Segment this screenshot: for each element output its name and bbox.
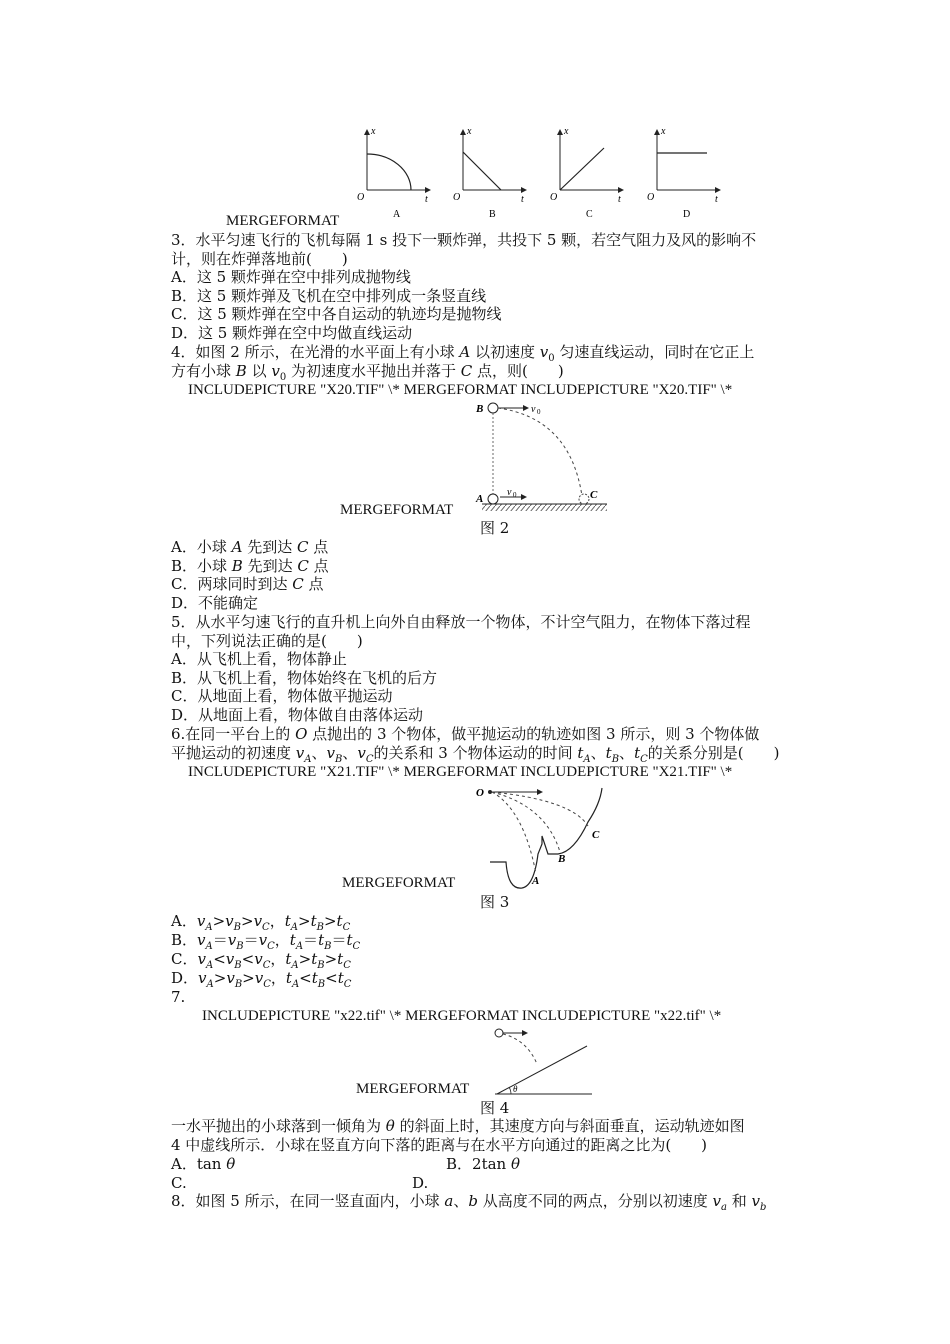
q6-option-c[interactable]: C．$v_A<v_B<v_C$，$t_A>t_B>t_C$ — [171, 950, 351, 971]
q7-option-b[interactable]: B．2tan θ — [446, 1155, 520, 1173]
label-v0-top: v — [531, 404, 536, 415]
axis-x-label: x — [661, 126, 666, 137]
label-c: C — [590, 489, 598, 501]
label-v0-top-sub: 0 — [537, 408, 541, 416]
q4-stem-line2: 方有小球 B 以 $v_0$ 为初速度水平抛出并落于 C 点，则( ) — [171, 362, 564, 383]
label-a: A — [476, 493, 484, 505]
q7-option-a[interactable]: A．tan θ — [171, 1155, 236, 1173]
graph-d — [647, 126, 720, 220]
q5-option-d[interactable]: D．从地面上看，物体做自由落体运动 — [171, 706, 424, 724]
axis-x-label: x — [371, 126, 376, 137]
q7-stem-line2: 4 中虚线所示．小球在竖直方向下落的距离与在水平方向通过的距离之比为( ) — [171, 1136, 708, 1154]
origin-label: O — [357, 192, 365, 203]
label-b: B — [558, 853, 566, 865]
q7-option-c[interactable]: C. — [171, 1174, 187, 1192]
label-v0-bottom-sub: 0 — [513, 491, 517, 499]
field-code-line: INCLUDEPICTURE "X21.TIF" \* MERGEFORMAT INCLUDEPICTURE "X21.TIF" \* — [188, 764, 733, 780]
axis-t-label: t — [425, 194, 428, 205]
axis-x-label: x — [467, 126, 472, 137]
figure-3-caption: 图 3 — [480, 893, 510, 911]
q3-option-c[interactable]: C．这 5 颗炸弹在空中各自运动的轨迹均是抛物线 — [171, 305, 502, 323]
origin-label: O — [453, 192, 461, 203]
figure-4-caption: 图 4 — [480, 1099, 510, 1117]
figure-3-diagram — [472, 782, 612, 894]
q5-option-c[interactable]: C．从地面上看，物体做平抛运动 — [171, 687, 393, 705]
q7-stem-line1: 一水平抛出的小球落到一倾角为 θ 的斜面上时，其速度方向与斜面垂直，运动轨迹如图 — [171, 1117, 745, 1135]
field-code-line: INCLUDEPICTURE "X20.TIF" \* MERGEFORMAT INCLUDEPICTURE "X20.TIF" \* — [188, 382, 733, 398]
label-v0-bottom: v — [507, 487, 512, 498]
panel-label-d: D — [683, 209, 691, 220]
q6-stem-line2: 平抛运动的初速度 $v_A$、$v_B$、$v_C$的关系和 3 个物体运动的时间 $t_A$、$t_B$、$t_C$的关系分别是( ) — [171, 744, 780, 765]
q4-option-c[interactable]: C．两球同时到达 C 点 — [171, 575, 324, 593]
q5-option-b[interactable]: B．从飞机上看，物体始终在飞机的后方 — [171, 669, 438, 687]
q3-option-a[interactable]: A．这 5 颗炸弹在空中排列成抛物线 — [171, 268, 411, 286]
label-a: A — [532, 875, 540, 887]
field-code-text: MERGEFORMAT — [356, 1081, 470, 1097]
figure-4-diagram — [487, 1024, 597, 1098]
axis-x-label: x — [564, 126, 569, 137]
figure-1-graphs — [355, 124, 725, 224]
graph-a — [357, 126, 430, 220]
axis-t-label: t — [521, 194, 524, 205]
q4-option-b[interactable]: B．小球 B 先到达 C 点 — [171, 557, 329, 575]
figure-2-diagram — [470, 398, 610, 516]
label-c: C — [592, 829, 600, 841]
origin-label: O — [647, 192, 655, 203]
origin-label: O — [550, 192, 558, 203]
graph-c — [550, 126, 623, 220]
q4-stem-line1: 4．如图 2 所示，在光滑的水平面上有小球 A 以初速度 $v_0$ 匀速直线运动，同时在它正上 — [171, 343, 755, 364]
label-theta: θ — [513, 1084, 518, 1094]
q3-stem-line1: 3．水平匀速飞行的飞机每隔 1 s 投下一颗炸弹，共投下 5 颗，若空气阻力及风的影响不 — [171, 231, 757, 249]
q3-stem-line2: 计，则在炸弹落地前( ) — [171, 250, 348, 268]
q3-option-b[interactable]: B．这 5 颗炸弹及飞机在空中排列成一条竖直线 — [171, 287, 487, 305]
panel-label-c: C — [586, 209, 593, 220]
q8-stem-line1: 8．如图 5 所示，在同一竖直面内，小球 a、b 从高度不同的两点，分别以初速度 $v_a$ 和 $v_b$ — [171, 1192, 767, 1213]
label-o: O — [476, 787, 484, 799]
panel-label-b: B — [489, 209, 496, 220]
q5-stem-line2: 中，下列说法正确的是( ) — [171, 632, 363, 650]
panel-label-a: A — [393, 209, 401, 220]
q3-option-d[interactable]: D．这 5 颗炸弹在空中均做直线运动 — [171, 324, 413, 342]
figure-2-caption: 图 2 — [480, 519, 510, 537]
field-code-text: MERGEFORMAT — [226, 213, 340, 229]
q4-option-a[interactable]: A．小球 A 先到达 C 点 — [171, 538, 329, 556]
q7-number: 7. — [171, 988, 186, 1006]
field-code-text: MERGEFORMAT — [340, 502, 454, 518]
axis-t-label: t — [715, 194, 718, 205]
label-b: B — [476, 403, 484, 415]
q5-stem-line1: 5．从水平匀速飞行的直升机上向外自由释放一个物体，不计空气阻力，在物体下落过程 — [171, 613, 751, 631]
axis-t-label: t — [618, 194, 621, 205]
field-code-line: INCLUDEPICTURE "x22.tif" \* MERGEFORMAT INCLUDEPICTURE "x22.tif" \* — [202, 1008, 722, 1024]
q6-option-a[interactable]: A．$v_A>v_B>v_C$，$t_A>t_B>t_C$ — [171, 912, 351, 933]
graph-b — [453, 126, 526, 220]
q7-option-d[interactable]: D. — [412, 1174, 429, 1192]
q6-option-d[interactable]: D．$v_A>v_B>v_C$，$t_A<t_B<t_C$ — [171, 969, 352, 990]
field-code-text: MERGEFORMAT — [342, 875, 456, 891]
q6-stem-line1: 6.在同一平台上的 O 点抛出的 3 个物体，做平抛运动的轨迹如图 3 所示，则 3 个物体做 — [171, 725, 760, 743]
q4-option-d[interactable]: D．不能确定 — [171, 594, 259, 612]
q6-option-b[interactable]: B．$v_A=v_B=v_C$，$t_A=t_B=t_C$ — [171, 931, 361, 952]
q5-option-a[interactable]: A．从飞机上看，物体静止 — [171, 650, 347, 668]
